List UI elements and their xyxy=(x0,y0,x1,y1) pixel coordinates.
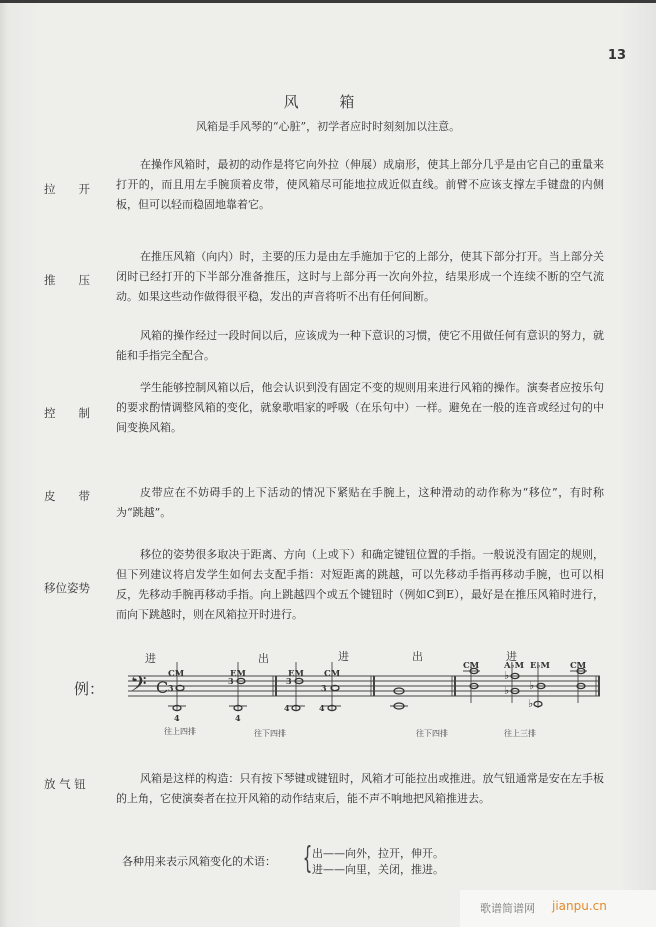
svg-text:往下四排: 往下四排 xyxy=(254,729,286,738)
intro-text: 风箱是手风琴的“心脏”，初学者应时时刻刻加以注意。 xyxy=(195,120,461,133)
svg-text:EM: EM xyxy=(288,669,304,679)
example-label: 例： xyxy=(74,680,105,698)
section-text-control: 学生能够控制风箱以后，他会认识到没有固定不变的规则用来进行风箱的操作。演奏者应按乐句的要求酌情调整风箱的变化，就象歌唱家的呼吸（在乐句中）一样。避免在一般的连音或经过句的中间变换风箱。 xyxy=(116,381,604,434)
staff-notation xyxy=(60,648,620,748)
svg-text:4: 4 xyxy=(319,703,325,713)
svg-text:进: 进 xyxy=(338,650,349,663)
section-text-pull: 在操作风箱时，最初的动作是将它向外拉（伸展）成扇形，使其上部分几乎是由它自己的重量来打开的，而且用左手腕顶着皮带，使风箱尽可能地拉成近似直线。前臂不应该支撑左手键盘的内侧板，但可以轻而稳固地靠着它。 xyxy=(116,158,604,211)
section-label-air-valve: 放 气 钮 xyxy=(44,777,86,791)
svg-text:EM: EM xyxy=(230,669,246,679)
section-text-strap: 皮带应在不妨碍手的上下活动的情况下紧贴在手腕上，这种滑动的动作称为“移位”，有时称为“跳越”。 xyxy=(116,486,604,519)
section-label-strap: 皮 带 xyxy=(44,489,90,503)
svg-text:CM: CM xyxy=(570,661,587,671)
svg-text:E♭M: E♭M xyxy=(530,661,550,671)
term-in: 进——向里，关闭，推进。 xyxy=(312,863,444,876)
scan-edge xyxy=(0,0,656,3)
terms-lead: 各种用来表示风箱变化的术语： xyxy=(122,855,276,868)
page-title: 风 箱 xyxy=(283,93,373,111)
svg-text:出: 出 xyxy=(258,652,269,665)
svg-text:♭: ♭ xyxy=(504,669,510,682)
svg-text:3: 3 xyxy=(168,683,174,693)
svg-text:出: 出 xyxy=(412,650,423,663)
music-example xyxy=(60,648,620,748)
svg-text:3: 3 xyxy=(228,676,234,686)
svg-text:CM: CM xyxy=(324,669,341,679)
svg-text:3: 3 xyxy=(321,683,327,693)
svg-text:♭: ♭ xyxy=(529,679,535,692)
watermark-en: jianpu.cn xyxy=(552,899,607,913)
svg-text:往上四排: 往上四排 xyxy=(164,727,196,736)
brace-icon: { xyxy=(302,841,313,876)
svg-text:4: 4 xyxy=(235,713,241,723)
section-text-habit: 风箱的操作经过一段时间以后，应该成为一种下意识的习惯，使它不用做任何有意识的努力，就能和手指完全配合。 xyxy=(116,329,604,362)
terms-list xyxy=(312,846,444,878)
svg-text:3: 3 xyxy=(286,676,292,686)
section-label-push: 推 压 xyxy=(44,273,90,287)
term-out: 出——向外，拉开，伸开。 xyxy=(312,847,444,860)
svg-text:♭: ♭ xyxy=(504,684,510,697)
svg-text:C: C xyxy=(156,678,169,697)
section-text-push: 在推压风箱（向内）时，主要的压力是由左手施加于它的上部分，使其下部分打开。当上部分关闭时已经打开的下半部分准备推压，这时与上部分再一次向外拉，结果形成一个连续不断的空气流动。如果这些动作做得很平稳，发出的声音将听不出有任何间断。 xyxy=(116,250,604,303)
svg-text:进: 进 xyxy=(145,652,156,665)
section-label-pull: 拉 开 xyxy=(44,182,90,196)
section-label-shift: 移位姿势 xyxy=(44,581,90,595)
svg-text:4: 4 xyxy=(284,703,290,713)
svg-text:CM: CM xyxy=(463,661,480,671)
svg-text:𝄢: 𝄢 xyxy=(130,672,147,702)
section-text-air-valve: 风箱是这样的构造：只有按下琴键或键钮时，风箱才可能拉出或推进。放气钮通常是安在左手板的上角，它使演奏者在拉开风箱的动作结束后，能不声不响地把风箱推进去。 xyxy=(116,772,604,805)
svg-text:4: 4 xyxy=(174,713,180,723)
svg-text:♭: ♭ xyxy=(528,697,534,710)
section-label-control: 控 制 xyxy=(44,406,90,420)
svg-text:往上三排: 往上三排 xyxy=(504,729,536,738)
svg-text:进: 进 xyxy=(506,650,517,663)
watermark-cn: 歌谱简谱网 xyxy=(480,902,535,915)
site-watermark xyxy=(460,890,656,927)
svg-text:往下四排: 往下四排 xyxy=(416,729,448,738)
svg-text:CM: CM xyxy=(168,669,185,679)
svg-text:A♭M: A♭M xyxy=(504,661,525,671)
page-number: 13 xyxy=(607,48,626,63)
section-text-shift: 移位的姿势很多取决于距离、方向（上或下）和确定键钮位置的手指。一般说没有固定的规则，但下列建议将启发学生如何去支配手指：对短距离的跳越，可以先移动手指再移动手腕，也可以相反，先移动手腕再移动手指。向上跳越四个或五个键钮时（例如C到E），最好是在推压风箱时进行，而向下跳越时，则在风箱拉开时进行。 xyxy=(116,548,604,621)
